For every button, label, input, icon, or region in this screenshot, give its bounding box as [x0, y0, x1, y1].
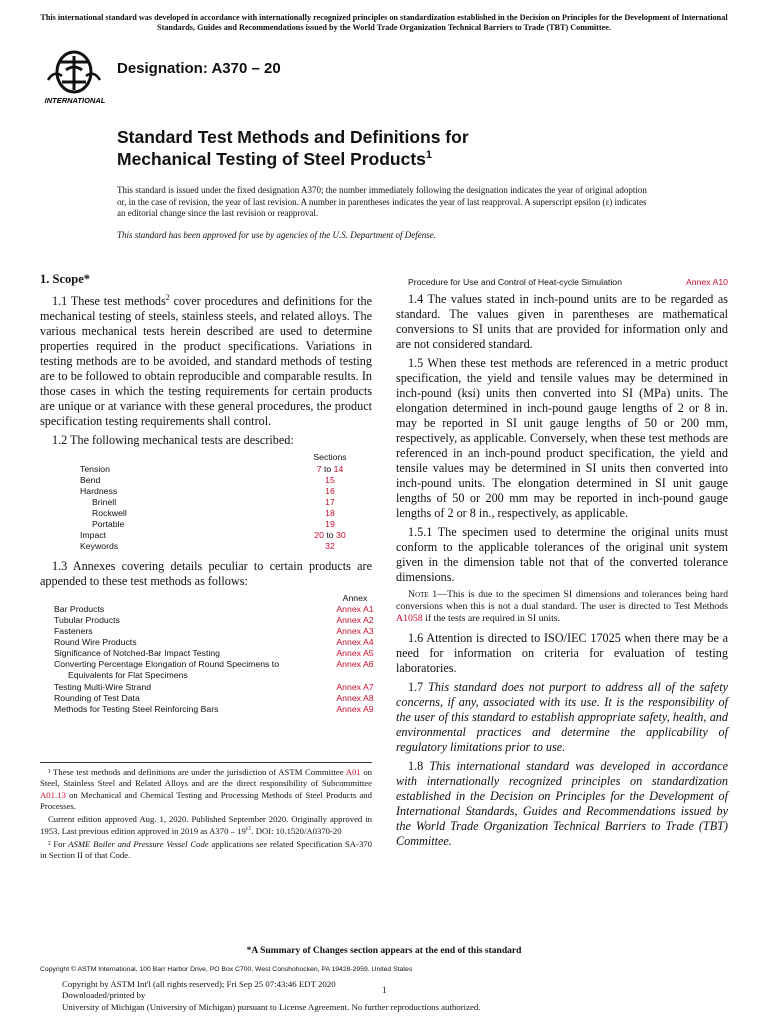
annex-row — [54, 648, 384, 659]
section-link[interactable]: 19 — [325, 519, 335, 530]
issued-note: This standard is issued under the fixed designation A370; the number immediately following the designation indicates the year of original adoption or, in the case of revision, the year of last revision. A number in parentheses indicates the year of last reapproval. A superscript epsilon (ε) indicates an editorial change since the last revision or reapproval. — [117, 185, 647, 219]
para-1-1: 1.1 These test methods$^2$ cover procedures and definitions for the mechanical testing of steels, stainless steels, and related alloys. The various mechanical tests herein described are used to determine properties required in the product specifications. Variations in testing methods are to be avoided, and standard methods of testing are to be followed to obtain reproducible and comparable results. In those cases in which the testing requirements for certain products are unique or at variance with these general procedures, the product specification testing requirements shall control. — [40, 293, 373, 429]
annex-link[interactable]: Annex A2 — [336, 614, 374, 625]
para-1-5: 1.5 When these test methods are referenced in a metric product specification, the yield and tensile values may be determined in inch-pound (ksi) units then converted into SI (MPa) units. The elongation determined in inch-pound gauge lengths of 2 or 8 in. may be reported in SI unit gauge lengths of 50 or 200 mm, respectively, as applicable. Conversely, when these test methods are referenced in an inch-pound product specification, the yield and tensile values may be determined in SI units then converted into inch-pound units. The elongation determined in SI unit gauge lengths of 50 or 200 mm may be reported in inch-pound gauge lengths of 2 or 8 in., respectively, as applicable. — [396, 356, 728, 521]
annex-label: Fasteners — [54, 625, 93, 636]
section-row — [80, 530, 362, 541]
link-a1058[interactable]: A1058 — [396, 613, 423, 625]
annex-label: Equivalents for Flat Specimens — [68, 670, 188, 681]
download-info — [62, 979, 480, 1013]
annex-row — [54, 670, 384, 681]
dod-note: This standard has been approved for use by agencies of the U.S. Department of Defense. — [117, 230, 437, 240]
annex-a10-label: Procedure for Use and Control of Heat-cycle Simulation — [408, 277, 622, 287]
section-label: Rockwell — [92, 508, 127, 519]
annex-row — [54, 693, 384, 704]
page-number: 1 — [382, 985, 387, 995]
left-column — [40, 272, 372, 721]
annex-row — [54, 637, 384, 648]
logo-text: INTERNATIONAL — [44, 96, 106, 105]
footnote-1: ¹ These test methods and definitions are under the jurisdiction of ASTM Committee A01 on Steel, Stainless Steel and Related Alloys and are the direct responsibility of Subcommittee A01.13 on Mechanical and Chemical Testing and Processing Methods of Steel Products and Processes. — [40, 767, 373, 811]
sections-header: Sections — [313, 452, 347, 463]
title-line2: Mechanical Testing of Steel Products — [117, 148, 426, 169]
section-row — [80, 497, 362, 508]
section-label: Bend — [80, 474, 101, 485]
annex-link[interactable]: Annex A3 — [336, 625, 374, 636]
annex-link[interactable]: Annex A7 — [336, 681, 374, 692]
annex-a10-link[interactable]: Annex A10 — [685, 277, 728, 287]
note-1: Note 1—This is due to the specimen SI dimensions and tolerances being hard conversions when this is not a dual standard. The user is directed to Test Methods A1058 if the tests are required in SI units. — [396, 589, 729, 625]
para-1-7: 1.7 This standard does not purport to address all of the safety concerns, if any, associated with its use. It is the responsibility of the user of this standard to establish appropriate safety, health, and environmental practices and determine the applicability of regulatory limitations prior to use. — [396, 680, 728, 755]
designation-label: Designation: — [117, 60, 212, 77]
link-a01-13[interactable]: A01.13 — [40, 789, 66, 800]
section-label: Brinell — [92, 496, 117, 507]
section-label: Tension — [80, 463, 110, 474]
download-line-3: University of Michigan (University of Michigan) pursuant to License Agreement. No further reproductions authorized. — [62, 1001, 481, 1012]
annex-row — [54, 682, 384, 693]
annex-row — [54, 659, 384, 670]
astm-logo — [40, 50, 110, 106]
annex-table — [54, 593, 384, 715]
section-label: Portable — [92, 519, 125, 530]
section-row — [80, 541, 362, 552]
footnote-edition: Current edition approved Aug. 1, 2020. Published September 2020. Originally approved in 1953. Last previous edition approved in 2019 as $A370 - 19^{\varepsilon 1}$. DOI: 10.1520/A0370-20 — [40, 814, 372, 836]
sections-table — [80, 452, 362, 552]
para-1-2: 1.2 The following mechanical tests are described: — [52, 433, 294, 448]
section-row — [80, 519, 362, 530]
scope-heading: 1. Scope* — [40, 272, 90, 286]
annex-label: Testing Multi-Wire Strand — [54, 681, 152, 692]
right-column — [396, 277, 728, 853]
annex-label: Round Wire Products — [54, 637, 137, 648]
para-1-4: 1.4 The values stated in inch-pound units are to be regarded as standard. The values given in parentheses are mathematical conversions to SI units that are provided for information only and are not considered standard. — [396, 292, 728, 352]
title-footnote-ref: 1 — [425, 149, 433, 162]
copyright: Copyright © ASTM International, 100 Barr Harbor Drive, PO Box C700, West Conshohocken, PA 19428-2959. United States — [40, 966, 413, 973]
title-line1: Standard Test Methods and Definitions for — [117, 127, 469, 147]
section-link[interactable]: 17 — [325, 496, 335, 507]
designation — [117, 60, 281, 77]
section-label: Hardness — [80, 485, 118, 496]
astm-logo-icon — [40, 50, 110, 106]
link-a01[interactable]: A01 — [345, 767, 361, 777]
para-1-5-1: 1.5.1 The specimen used to determine the original units must conform to the applicable tolerances of the original unit system given in the dimension table not that of the converted tolerance dimensions. — [396, 525, 728, 585]
section-row — [80, 508, 362, 519]
annex-link[interactable]: Annex A6 — [336, 659, 374, 670]
summary-of-changes-note: *A Summary of Changes section appears at the end of this standard — [246, 946, 522, 956]
section-link[interactable]: 15 — [325, 474, 335, 485]
section-link[interactable]: 7 to 14 — [316, 463, 344, 474]
section-link[interactable]: 16 — [325, 485, 335, 496]
section-label: Impact — [80, 530, 107, 541]
section-row — [80, 486, 362, 497]
annex-link[interactable]: Annex A5 — [336, 648, 374, 659]
designation-code: A370 – 20 — [211, 60, 281, 77]
footnote-2: ² For ASME Boiler and Pressure Vessel Code applications see related Specification SA-370 in Section II of that Code. — [40, 838, 372, 861]
annex-label: Rounding of Test Data — [54, 692, 140, 703]
annex-label: Significance of Notched-Bar Impact Testing — [54, 648, 220, 659]
annex-row — [54, 615, 384, 626]
annex-label: Methods for Testing Steel Reinforcing Bars — [54, 703, 219, 714]
annex-link[interactable]: Annex A9 — [336, 703, 374, 714]
para-1-8: 1.8 This international standard was developed in accordance with internationally recognized principles on standardization established in the Decision on Principles for the Development of International Standards, Guides and Recommendations issued by the World Trade Organization Technical Barriers to Trade (TBT) Committee. — [396, 759, 728, 849]
annex-row — [54, 626, 384, 637]
section-row — [80, 475, 362, 486]
annex-a10-row — [396, 277, 728, 288]
annex-row — [54, 604, 384, 615]
section-link[interactable]: 20 to 30 — [314, 530, 346, 541]
para-1-3: 1.3 Annexes covering details peculiar to certain products are appended to these test methods as follows: — [40, 558, 372, 588]
section-link[interactable]: 32 — [325, 541, 335, 552]
annex-link[interactable] — [326, 670, 384, 681]
annex-header: Annex — [342, 592, 368, 603]
download-line-1: Copyright by ASTM Int'l (all rights reserved); Fri Sep 25 07:43:46 EDT 2020 — [62, 979, 336, 989]
section-row — [80, 464, 362, 475]
annex-label: Tubular Products — [54, 614, 120, 625]
annex-label: Bar Products — [54, 603, 105, 614]
section-label: Keywords — [80, 541, 119, 552]
annex-link[interactable]: Annex A1 — [336, 603, 374, 614]
page-title — [117, 127, 469, 171]
annex-label: Converting Percentage Elongation of Round Specimens to — [54, 659, 280, 670]
annex-link[interactable]: Annex A8 — [336, 692, 374, 703]
top-notice: This international standard was developed in accordance with internationally recognized principles on standardization established in the Decision on Principles for the Development of International Standards, Guides and Recommendations issued by the World Trade Organization Technical Barriers to Trade (TBT) Committee. — [40, 13, 728, 33]
section-link[interactable]: 18 — [325, 508, 335, 519]
annex-link[interactable]: Annex A4 — [336, 637, 374, 648]
annex-row — [54, 704, 384, 715]
para-1-6: 1.6 Attention is directed to ISO/IEC 17025 when there may be a need for information on criteria for evaluation of testing laboratories. — [396, 631, 728, 676]
download-line-2: Downloaded/printed by — [62, 990, 146, 1001]
footnotes — [40, 762, 372, 864]
